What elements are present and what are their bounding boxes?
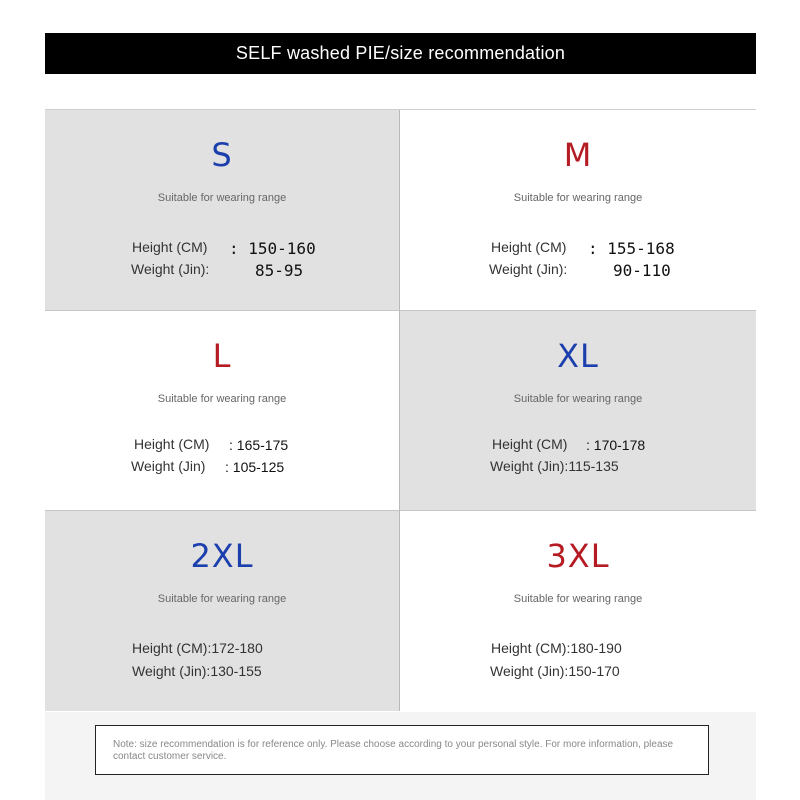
weight-line: Weight (Jin):115-135 [490,458,619,474]
height-label: Height (CM) [134,436,210,452]
size-label: XL [557,337,599,375]
size-card-3xl [400,511,756,711]
height-value: : 165-175 [229,437,289,453]
wearing-range-caption: Suitable for wearing range [513,192,643,204]
height-label: Height (CM) [491,239,567,255]
size-label: S [211,136,233,174]
height-value: : 155-168 [588,239,675,258]
height-line: Height (CM):180-190 [491,640,622,656]
weight-line: Weight (Jin):150-170 [490,663,620,679]
wearing-range-caption: Suitable for wearing range [157,593,287,605]
size-chart-grid [45,109,756,714]
size-card-2xl [45,511,400,711]
wearing-range-caption: Suitable for wearing range [513,393,643,405]
wearing-range-caption: Suitable for wearing range [513,593,643,605]
size-label: L [212,337,232,375]
size-label: M [563,136,593,174]
page-title: SELF washed PIE/size recommendation [235,43,566,63]
page-title-banner [45,33,756,74]
weight-line: Weight (Jin):130-155 [132,663,262,679]
height-label: Height (CM) [492,436,568,452]
size-card-m [400,110,756,311]
size-card-xl [400,311,756,511]
height-value: : 170-178 [586,437,646,453]
size-label: 2XL [190,537,254,575]
size-note-box [95,725,709,775]
height-line: Height (CM):172-180 [132,640,263,656]
height-value: : 150-160 [229,239,316,258]
size-label: 3XL [546,537,610,575]
weight-value: : 105-125 [225,459,285,475]
height-label: Height (CM) [132,239,208,255]
size-card-l [45,311,400,511]
weight-value: 90-110 [613,261,671,280]
size-note-text: Note: size recommendation is for reference only. Please choose according to your personal style. For more information, please contact customer service. [113,739,674,762]
size-card-s [45,110,400,311]
weight-value: 85-95 [255,261,304,280]
wearing-range-caption: Suitable for wearing range [157,192,287,204]
wearing-range-caption: Suitable for wearing range [157,393,287,405]
weight-label: Weight (Jin) [131,458,206,474]
weight-label: Weight (Jin): [489,261,568,277]
weight-label: Weight (Jin): [131,261,210,277]
